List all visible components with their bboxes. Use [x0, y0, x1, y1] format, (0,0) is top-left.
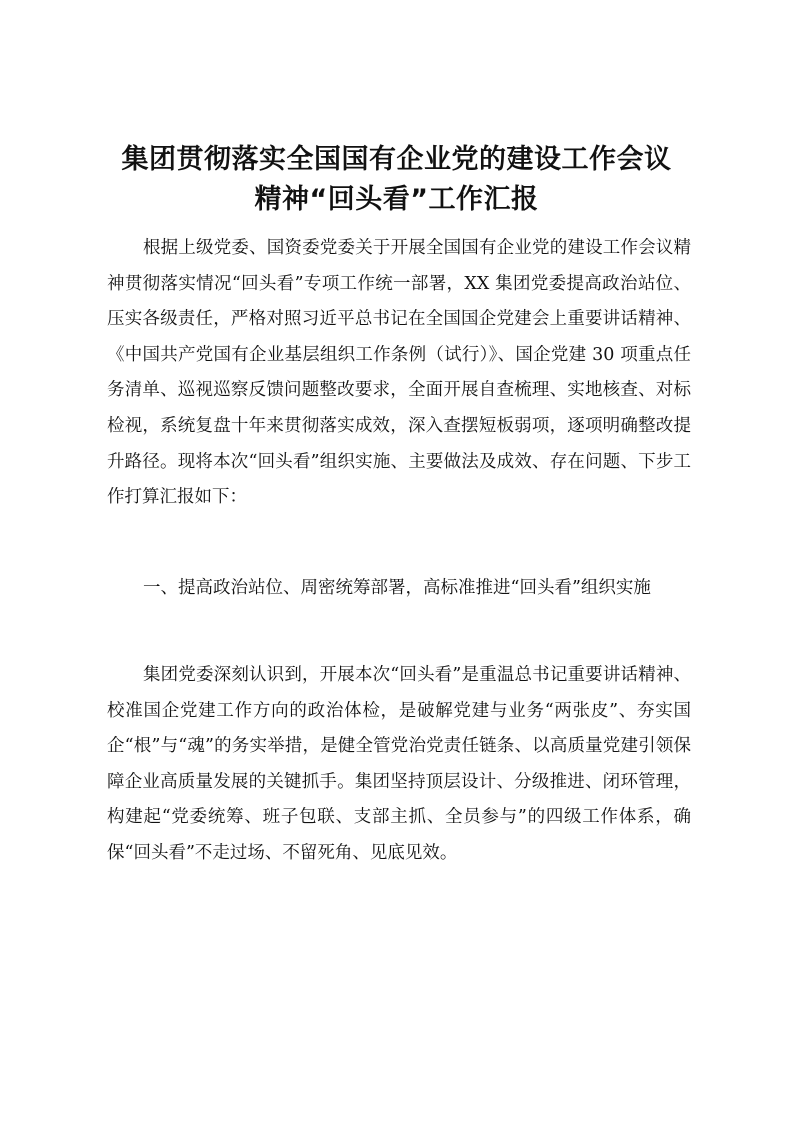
section-1-paragraph: 集团党委深刻认识到，开展本次“回头看”是重温总书记重要讲话精神、校准国企党建工作方向的政治体检，是破解党建与业务“两张皮”、夯实国企“根”与“魂”的务实举措，是健全管党治党责任链条、以高质量党建引领保障企业高质量发展的关键抓手。集团坚持顶层设计、分级推进、闭环管理，构建起“党委统筹、班子包联、支部主抓、全员参与”的四级工作体系，确保“回头看”不走过场、不留死角、见底见效。 [107, 665, 691, 863]
section-heading-1: 一、提高政治站位、周密统筹部署，高标准推进“回头看”组织实施 [143, 578, 651, 598]
document-title-line-2: 精神“回头看”工作汇报 [254, 184, 539, 215]
intro-paragraph: 根据上级党委、国资委党委关于开展全国国有企业党的建设工作会议精神贯彻落实情况“回头看”专项工作统一部署，XX 集团党委提高政治站位、压实各级责任，严格对照习近平总书记在全国国企党建会上重要讲话精神、《中国共产党国有企业基层组织工作条例（试行）》、国企党建 30 项重点任务清单、巡视巡察反馈问题整改要求，全面开展自查梳理、实地核查、对标检视，系统复盘十年来贯彻落实成效，深入查摆短板弱项，逐项明确整改提升路径。现将本次“回头看”组织实施、主要做法及成效、存在问题、下步工作打算汇报如下： [107, 238, 691, 508]
document-title-line-1: 集团贯彻落实全国国有企业党的建设工作会议 [121, 144, 672, 175]
